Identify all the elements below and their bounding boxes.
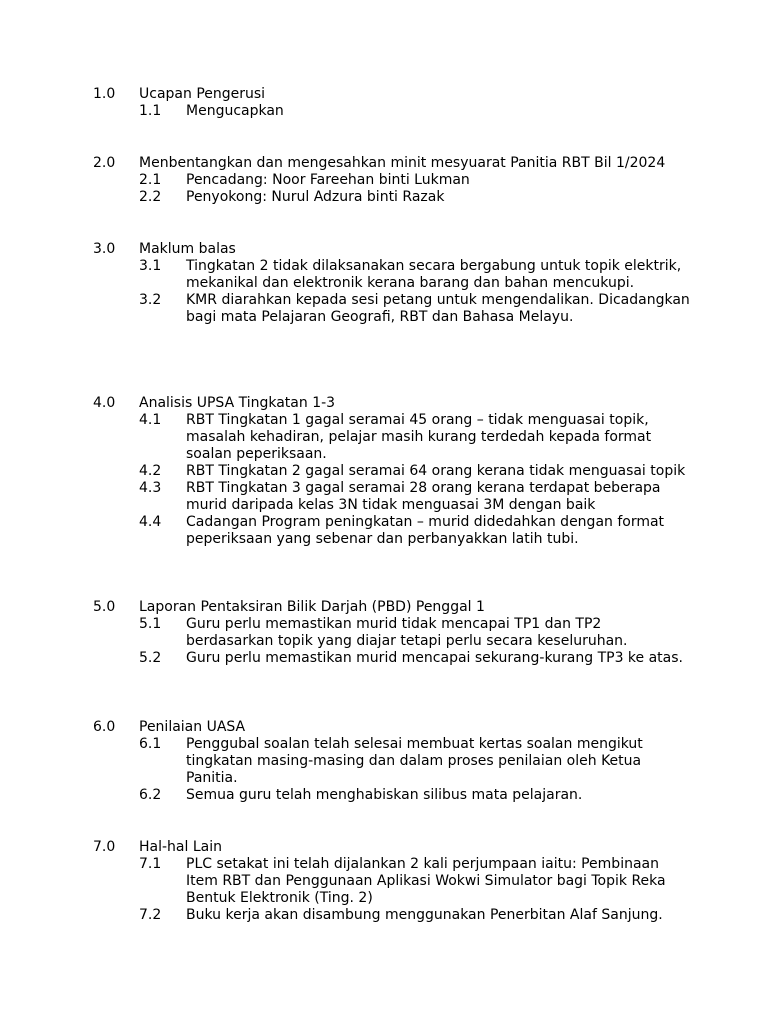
section-title: Penilaian UASA [139,719,246,735]
section-heading [93,395,693,412]
list-item [93,616,693,650]
item-number: 3.2 [139,292,162,308]
list-item [93,463,693,480]
list-item [93,514,693,548]
section-7 [93,839,693,924]
section-title: Maklum balas [139,241,236,257]
item-text: KMR diarahkan kepada sesi petang untuk mengendalikan. Dicadangkan bagi mata Pelajaran Geografi, RBT dan Bahasa Melayu. [186,292,690,325]
list-item [93,787,693,804]
item-text: Guru perlu memastikan murid tidak mencapai TP1 dan TP2 berdasarkan topik yang diajar tetapi perlu secara keseluruhan. [186,616,628,649]
list-item [93,856,693,907]
list-item [93,189,693,206]
list-item [93,103,693,120]
item-number: 4.1 [139,412,162,428]
item-number: 5.2 [139,650,162,666]
item-number: 4.4 [139,514,162,530]
item-text: RBT Tingkatan 1 gagal seramai 45 orang – tidak menguasai topik, masalah kehadiran, pelajar masih kurang terdedah kepada format soalan peperiksaan. [186,412,652,462]
item-text: Mengucapkan [186,103,284,119]
section-number: 6.0 [93,719,116,735]
item-text: Penyokong: Nurul Adzura binti Razak [186,189,445,205]
list-item [93,292,693,326]
section-title: Laporan Pentaksiran Bilik Darjah (PBD) Penggal 1 [139,599,485,615]
item-text: Penggubal soalan telah selesai membuat kertas soalan mengikut tingkatan masing-masing dan dalam proses penilaian oleh Ketua Panitia. [186,736,643,786]
section-title: Menbentangkan dan mengesahkan minit mesyuarat Panitia RBT Bil 1/2024 [139,155,666,171]
item-text: Guru perlu memastikan murid mencapai sekurang-kurang TP3 ke atas. [186,650,683,666]
section-heading [93,719,693,736]
section-heading [93,599,693,616]
section-2 [93,155,693,206]
section-heading [93,155,693,172]
item-number: 6.2 [139,787,162,803]
section-number: 1.0 [93,86,116,102]
section-1 [93,86,693,120]
item-number: 6.1 [139,736,162,752]
section-heading [93,241,693,258]
list-item [93,736,693,787]
item-text: RBT Tingkatan 3 gagal seramai 28 orang kerana terdapat beberapa murid daripada kelas 3N tidak menguasai 3M dengan baik [186,480,661,513]
section-4 [93,395,693,548]
item-text: Cadangan Program peningkatan – murid didedahkan dengan format peperiksaan yang sebenar dan perbanyakkan latih tubi. [186,514,665,547]
section-number: 5.0 [93,599,116,615]
list-item [93,412,693,463]
section-number: 4.0 [93,395,116,411]
section-3 [93,241,693,326]
item-text: PLC setakat ini telah dijalankan 2 kali perjumpaan iaitu: Pembinaan Item RBT dan Penggunaan Aplikasi Wokwi Simulator bagi Topik Reka Bentuk Elektronik (Ting. 2) [186,856,666,906]
section-heading [93,86,693,103]
section-title: Ucapan Pengerusi [139,86,266,102]
item-number: 1.1 [139,103,162,119]
item-number: 3.1 [139,258,162,274]
section-6 [93,719,693,804]
item-text: RBT Tingkatan 2 gagal seramai 64 orang kerana tidak menguasai topik [186,463,686,479]
section-number: 3.0 [93,241,116,257]
item-text: Tingkatan 2 tidak dilaksanakan secara bergabung untuk topik elektrik, mekanikal dan elektronik kerana barang dan bahan mencukupi. [186,258,682,291]
item-number: 2.1 [139,172,162,188]
item-text: Pencadang: Noor Fareehan binti Lukman [186,172,470,188]
item-text: Buku kerja akan disambung menggunakan Penerbitan Alaf Sanjung. [186,907,663,923]
section-title: Hal-hal Lain [139,839,222,855]
list-item [93,172,693,189]
item-number: 4.3 [139,480,162,496]
list-item [93,907,693,924]
item-number: 7.2 [139,907,162,923]
section-number: 2.0 [93,155,116,171]
list-item [93,650,693,667]
item-number: 7.1 [139,856,162,872]
section-heading [93,839,693,856]
section-title: Analisis UPSA Tingkatan 1-3 [139,395,336,411]
section-5 [93,599,693,667]
item-number: 4.2 [139,463,162,479]
item-number: 5.1 [139,616,162,632]
section-number: 7.0 [93,839,116,855]
list-item [93,480,693,514]
item-text: Semua guru telah menghabiskan silibus mata pelajaran. [186,787,583,803]
item-number: 2.2 [139,189,162,205]
list-item [93,258,693,292]
